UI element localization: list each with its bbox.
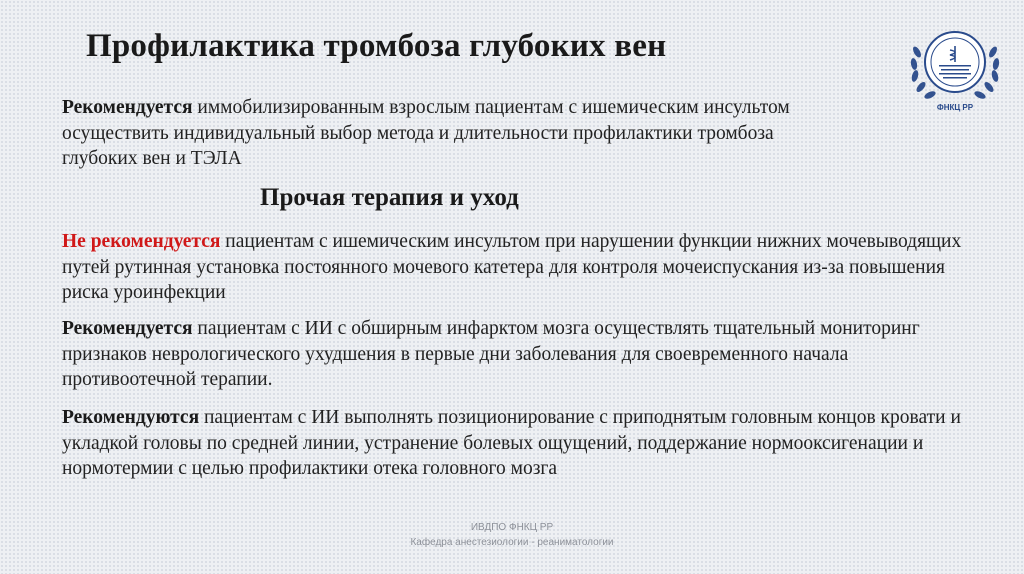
not-recommended-lead: Не рекомендуется (62, 231, 221, 252)
footer-department: Кафедра анестезиологии - реаниматологии (410, 537, 614, 548)
recommendation-lead: Рекомендуется (62, 318, 193, 339)
recommendation-text: иммобилизированным взрослым пациентам с ишемическим инсультом осуществить индивидуальный выбор метода и длительности профилактики тромбоза глубоких вен и ТЭЛА (62, 97, 790, 169)
recommendation-paragraph-2 (62, 229, 962, 306)
section-subtitle: Прочая терапия и уход (260, 184, 519, 211)
slide-title: Профилактика тромбоза глубоких вен (86, 28, 667, 64)
footer-organization: ИВДПО ФНКЦ РР (470, 522, 554, 533)
recommendation-lead: Рекомендуется (62, 97, 193, 118)
recommendation-text: пациентам с ишемическим инсультом при нарушении функции нижних мочевыводящих путей рутинная установка постоянного мочевого катетера для контроля мочеиспускания из-за повышения риска уроинфекции (62, 231, 962, 303)
slide-footer (0, 520, 1024, 550)
recommendation-lead: Рекомендуются (62, 407, 200, 428)
recommendation-paragraph-1 (62, 95, 822, 172)
recommendation-paragraph-3 (62, 316, 962, 393)
logo-label: ФНКЦ РР (936, 103, 974, 112)
recommendation-paragraph-4 (62, 405, 962, 482)
recommendation-text: пациентам с ИИ выполнять позиционирование с приподнятым головным концов кровати и укладкой головы по средней линии, устранение болевых ощущений, поддержание нормооксигенации и нормотермии с целью профилактики отека головного мозга (62, 407, 961, 479)
institution-emblem-icon (903, 22, 1007, 114)
recommendation-text: пациентам с ИИ с обширным инфарктом мозга осуществлять тщательный мониторинг признаков неврологического ухудшения в первые дни заболевания для своевременного начала противоотечной терапии. (62, 318, 920, 390)
